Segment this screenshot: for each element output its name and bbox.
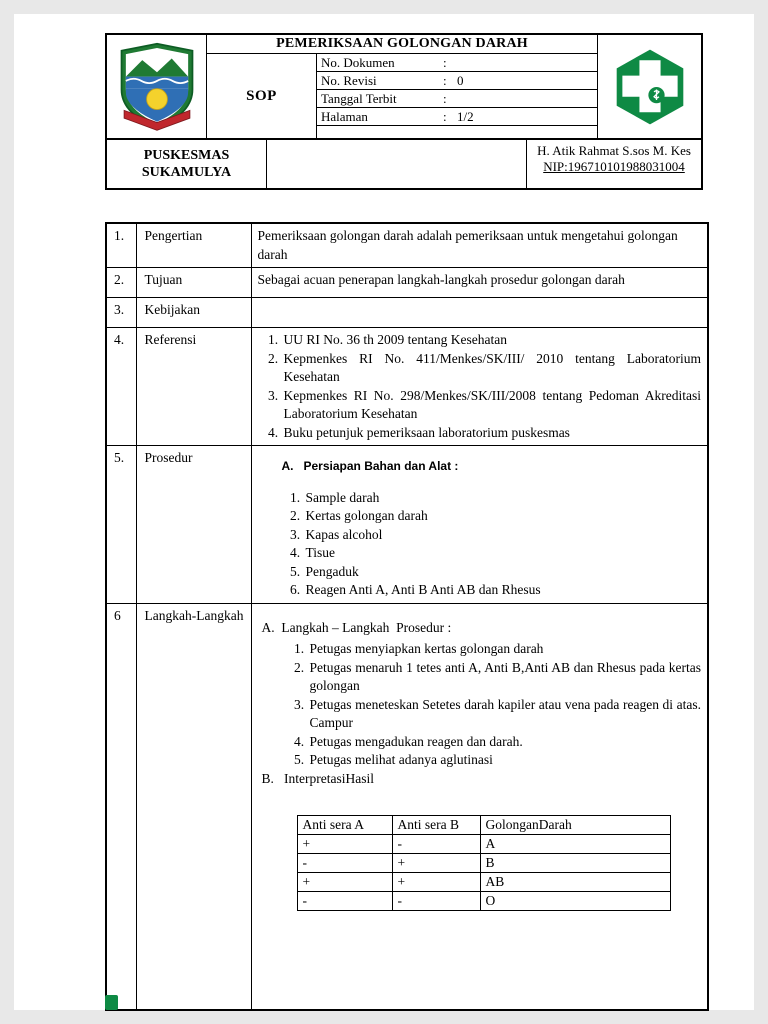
approver-name: H. Atik Rahmat S.sos M. Kes bbox=[537, 143, 691, 158]
row-number: 3. bbox=[106, 298, 136, 328]
table-row bbox=[297, 873, 670, 892]
org-name: PUSKESMAS SUKAMULYA bbox=[107, 140, 267, 188]
row-label: Prosedur bbox=[136, 446, 251, 604]
field-row-no-dokumen bbox=[317, 54, 597, 72]
prosedur-section-heading: A. Persiapan Bahan dan Alat : bbox=[281, 459, 459, 473]
list-item: 5. Pengaduk bbox=[304, 563, 702, 582]
interpretation-table bbox=[297, 815, 671, 911]
header-filler-cell bbox=[317, 126, 597, 138]
document-page bbox=[14, 14, 754, 1010]
bahan-alat-list bbox=[282, 489, 702, 600]
row-prosedur bbox=[106, 446, 708, 604]
interpretation-header-row bbox=[297, 816, 670, 835]
approver-cell bbox=[527, 140, 701, 188]
cell-anti-sera-a: - bbox=[297, 892, 392, 911]
list-item: 2. Petugas menaruh 1 tetes anti A, Anti B,Anti AB dan Rhesus pada kertas golongan bbox=[308, 659, 702, 696]
row-tujuan bbox=[106, 268, 708, 298]
langkah-section-a-heading: A. Langkah – Langkah Prosedur : bbox=[261, 619, 452, 635]
list-item: 3. Kapas alcohol bbox=[304, 526, 702, 545]
row-number: 4. bbox=[106, 328, 136, 446]
field-row-tanggal-terbit bbox=[317, 90, 597, 108]
cell-anti-sera-b: - bbox=[392, 835, 480, 854]
field-value-no-revisi: 0 bbox=[457, 73, 464, 88]
kebijakan-text bbox=[251, 298, 708, 328]
field-colon: : bbox=[443, 109, 447, 124]
table-row bbox=[297, 892, 670, 911]
field-colon: : bbox=[443, 55, 447, 70]
prosedur-content bbox=[251, 446, 708, 604]
list-item: 5. Petugas melihat adanya aglutinasi bbox=[308, 751, 702, 770]
field-colon: : bbox=[443, 73, 447, 88]
cell-anti-sera-b: + bbox=[392, 854, 480, 873]
row-pengertian bbox=[106, 223, 708, 268]
tujuan-text: Sebagai acuan penerapan langkah-langkah prosedur golongan darah bbox=[251, 268, 708, 298]
doc-type-label: SOP bbox=[207, 54, 317, 138]
list-item: 1. Sample darah bbox=[304, 489, 702, 508]
cell-anti-sera-b: + bbox=[392, 873, 480, 892]
column-header: Anti sera A bbox=[297, 816, 392, 835]
cell-anti-sera-b: - bbox=[392, 892, 480, 911]
field-row-halaman bbox=[317, 108, 597, 126]
cell-golongan: AB bbox=[480, 873, 670, 892]
sop-header-band bbox=[105, 140, 703, 190]
puskesmas-icon bbox=[609, 48, 691, 126]
langkah-steps-list bbox=[288, 640, 702, 770]
column-header: GolonganDarah bbox=[480, 816, 670, 835]
field-label-tanggal-terbit: Tanggal Terbit bbox=[321, 91, 397, 106]
cell-golongan: A bbox=[480, 835, 670, 854]
puskesmas-cross-logo bbox=[597, 35, 701, 138]
referensi-list bbox=[258, 331, 702, 442]
list-item: 6. Reagen Anti A, Anti B Anti AB dan Rhesus bbox=[304, 581, 702, 600]
cell-anti-sera-a: + bbox=[297, 873, 392, 892]
row-kebijakan bbox=[106, 298, 708, 328]
field-colon: : bbox=[443, 91, 447, 106]
cell-golongan: B bbox=[480, 854, 670, 873]
cell-golongan: O bbox=[480, 892, 670, 911]
list-item: 4. Tisue bbox=[304, 544, 702, 563]
row-number: 6 bbox=[106, 603, 136, 1010]
langkah-content bbox=[251, 603, 708, 1010]
row-referensi bbox=[106, 328, 708, 446]
sop-body-table bbox=[105, 222, 709, 1011]
referensi-content bbox=[251, 328, 708, 446]
row-label: Langkah-Langkah bbox=[136, 603, 251, 1010]
column-header: Anti sera B bbox=[392, 816, 480, 835]
list-item: 4. Petugas mengadukan reagen dan darah. bbox=[308, 733, 702, 752]
coat-of-arms-icon bbox=[118, 42, 196, 132]
approver-nip: NIP:196710101988031004 bbox=[543, 159, 685, 174]
row-langkah bbox=[106, 603, 708, 1010]
signature-empty-cell bbox=[267, 140, 527, 188]
field-label-halaman: Halaman bbox=[321, 109, 368, 124]
list-item: 2. Kepmenkes RI No. 411/Menkes/SK/III/ 2010 tentang Laboratorium Kesehatan bbox=[282, 350, 702, 387]
list-item: 2. Kertas golongan darah bbox=[304, 507, 702, 526]
table-row bbox=[297, 835, 670, 854]
page-bottom-logo-fragment bbox=[105, 995, 118, 1010]
list-item: 3. Kepmenkes RI No. 298/Menkes/SK/III/2008 tentang Pedoman Akreditasi Laboratorium Kesehatan bbox=[282, 387, 702, 424]
pengertian-text: Pemeriksaan golongan darah adalah pemeriksaan untuk mengetahui golongan darah bbox=[251, 223, 708, 268]
cell-anti-sera-a: - bbox=[297, 854, 392, 873]
field-value-halaman: 1/2 bbox=[457, 109, 474, 124]
langkah-section-b-heading: B. InterpretasiHasil bbox=[261, 770, 374, 786]
row-label: Kebijakan bbox=[136, 298, 251, 328]
regency-coat-of-arms-logo bbox=[107, 35, 207, 138]
field-row-no-revisi bbox=[317, 72, 597, 90]
row-label: Pengertian bbox=[136, 223, 251, 268]
document-title: PEMERIKSAAN GOLONGAN DARAH bbox=[207, 35, 597, 54]
row-label: Referensi bbox=[136, 328, 251, 446]
row-number: 2. bbox=[106, 268, 136, 298]
cell-anti-sera-a: + bbox=[297, 835, 392, 854]
list-item: 3. Petugas meneteskan Setetes darah kapiler atau vena pada reagen di atas. Campur bbox=[308, 696, 702, 733]
row-label: Tujuan bbox=[136, 268, 251, 298]
field-label-no-dokumen: No. Dokumen bbox=[321, 55, 395, 70]
list-item: 1. UU RI No. 36 th 2009 tentang Kesehatan bbox=[282, 331, 702, 350]
table-row bbox=[297, 854, 670, 873]
field-label-no-revisi: No. Revisi bbox=[321, 73, 377, 88]
row-number: 1. bbox=[106, 223, 136, 268]
list-item: 1. Petugas menyiapkan kertas golongan darah bbox=[308, 640, 702, 659]
sop-header-table bbox=[105, 33, 703, 140]
list-item: 4. Buku petunjuk pemeriksaan laboratorium puskesmas bbox=[282, 424, 702, 443]
row-number: 5. bbox=[106, 446, 136, 604]
